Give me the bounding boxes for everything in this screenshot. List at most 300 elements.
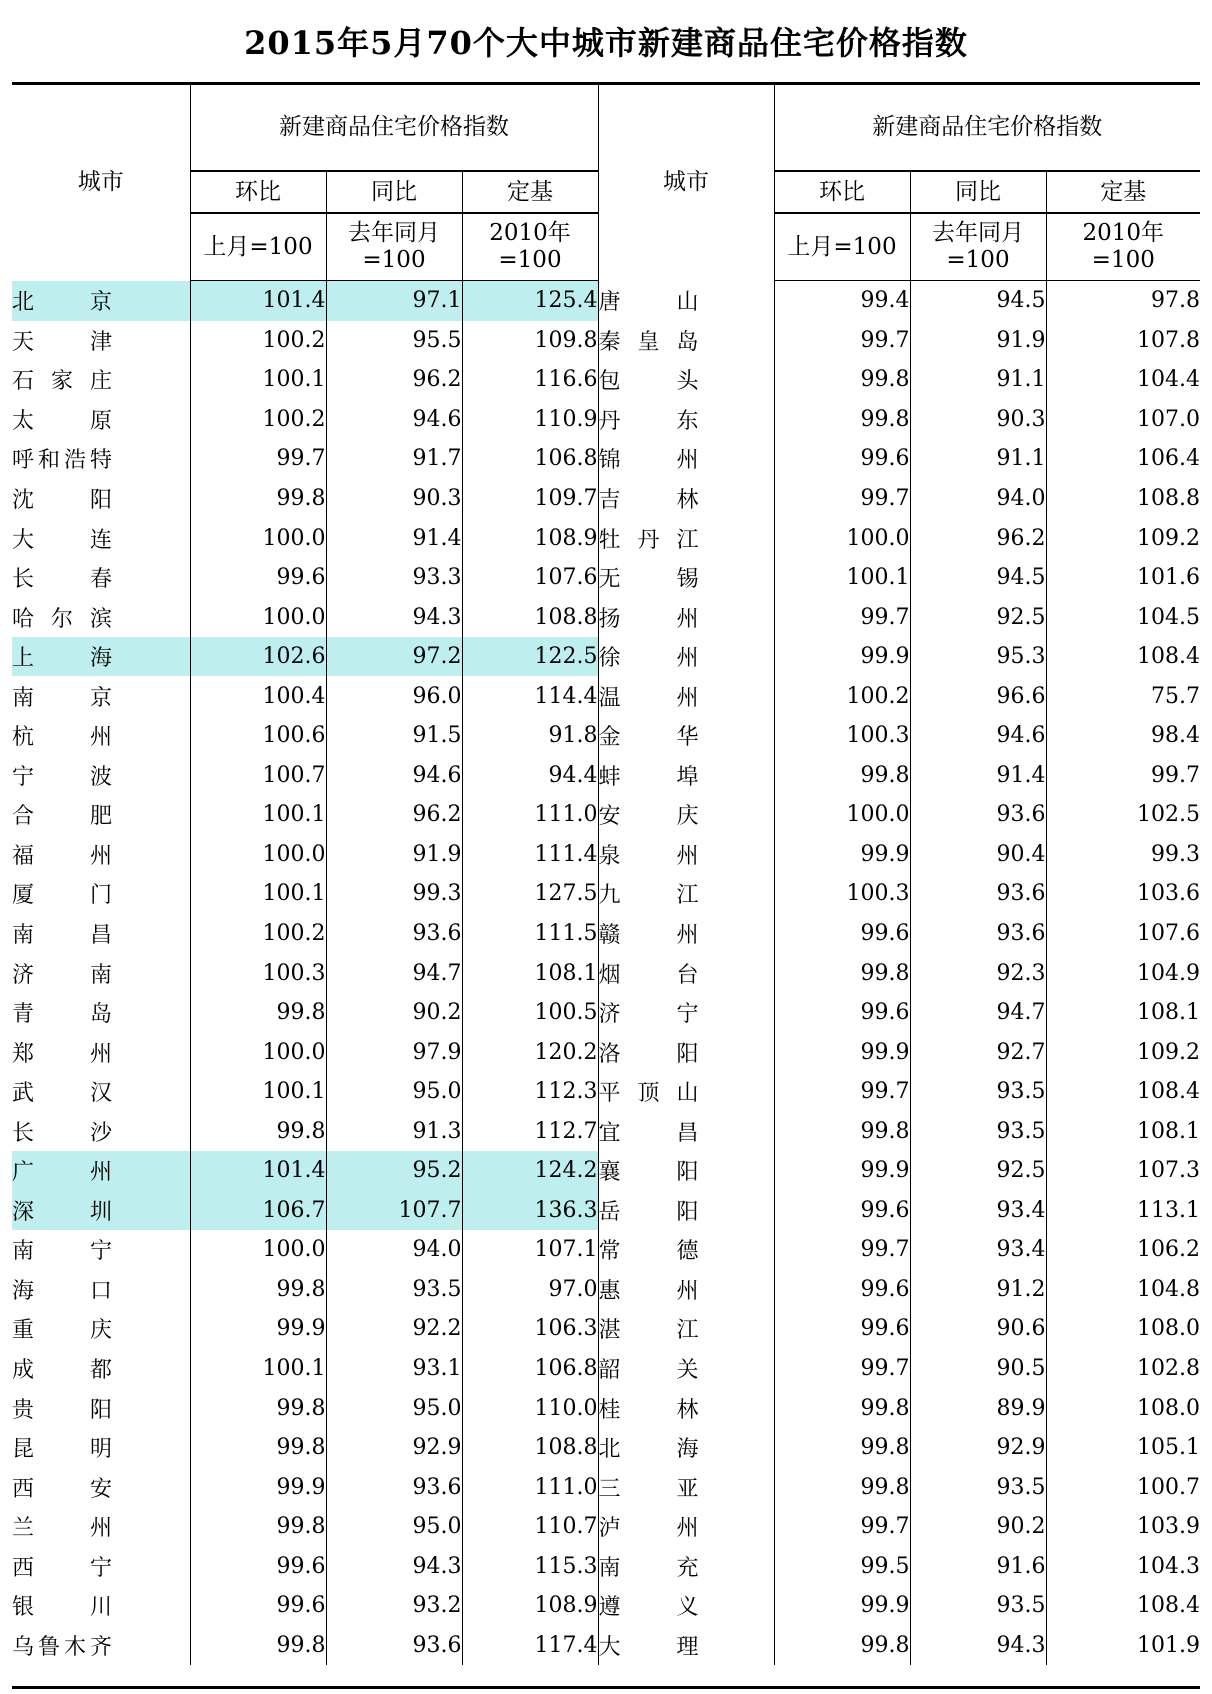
city-name: 贵阳 <box>12 1397 112 1423</box>
left-dj-value: 122.5 <box>462 637 598 677</box>
right-city <box>598 756 774 796</box>
left-tb-value: 93.1 <box>326 1349 462 1389</box>
right-hb-value: 99.9 <box>774 1151 910 1191</box>
left-tb-value: 95.5 <box>326 321 462 361</box>
right-tb-value: 91.1 <box>910 360 1046 400</box>
city-name: 广州 <box>12 1160 112 1186</box>
left-hb-value: 100.2 <box>190 914 326 954</box>
left-tb-value: 92.9 <box>326 1428 462 1468</box>
left-dj-value: 107.6 <box>462 558 598 598</box>
left-city <box>12 953 190 993</box>
left-tb-value: 99.3 <box>326 874 462 914</box>
table-row <box>12 1191 1200 1231</box>
right-dj-value: 104.3 <box>1046 1547 1200 1587</box>
left-hb-value: 100.1 <box>190 1349 326 1389</box>
right-city <box>598 479 774 519</box>
right-city <box>598 1151 774 1191</box>
left-dj-value: 110.9 <box>462 400 598 440</box>
city-name: 厦门 <box>12 883 112 909</box>
left-tb-value: 97.9 <box>326 1032 462 1072</box>
left-city <box>12 558 190 598</box>
table-row <box>12 756 1200 796</box>
table-row <box>12 1586 1200 1626</box>
left-city <box>12 914 190 954</box>
city-name: 上海 <box>12 646 112 672</box>
city-name: 蚌埠 <box>598 764 699 790</box>
right-city <box>598 1507 774 1547</box>
left-hb-value: 100.4 <box>190 676 326 716</box>
right-tb-value: 96.6 <box>910 676 1046 716</box>
right-dj-value: 104.4 <box>1046 360 1200 400</box>
left-hb-value: 100.7 <box>190 756 326 796</box>
right-hb-value: 99.4 <box>774 281 910 321</box>
city-name: 无锡 <box>598 567 699 593</box>
left-tb-value: 91.4 <box>326 518 462 558</box>
right-dj-value: 101.9 <box>1046 1626 1200 1666</box>
left-dj-value: 125.4 <box>462 281 598 321</box>
city-name: 呼和浩特 <box>12 448 112 474</box>
left-dj-value: 109.7 <box>462 479 598 519</box>
left-col-tb: 同比 <box>326 171 462 213</box>
table-row <box>12 637 1200 677</box>
right-dj-value: 106.2 <box>1046 1230 1200 1270</box>
right-hb-value: 100.3 <box>774 716 910 756</box>
right-city <box>598 835 774 875</box>
right-hb-value: 99.6 <box>774 993 910 1033</box>
left-city <box>12 1467 190 1507</box>
table-row <box>12 1428 1200 1468</box>
city-name: 南充 <box>598 1555 699 1581</box>
city-name: 济宁 <box>598 1002 699 1028</box>
right-city <box>598 795 774 835</box>
right-hb-value: 99.8 <box>774 1467 910 1507</box>
left-dj-value: 94.4 <box>462 756 598 796</box>
right-col-dj: 定基 <box>1046 171 1200 213</box>
city-name: 牡丹江 <box>598 527 699 553</box>
right-hb-value: 100.2 <box>774 676 910 716</box>
left-tb-value: 93.5 <box>326 1270 462 1310</box>
left-city <box>12 1230 190 1270</box>
table-row <box>12 1507 1200 1547</box>
left-tb-value: 96.0 <box>326 676 462 716</box>
left-dj-value: 109.8 <box>462 321 598 361</box>
right-city <box>598 1230 774 1270</box>
left-tb-value: 93.6 <box>326 1626 462 1666</box>
city-name: 昆明 <box>12 1437 112 1463</box>
city-name: 平顶山 <box>598 1081 699 1107</box>
left-city <box>12 1586 190 1626</box>
right-city <box>598 1111 774 1151</box>
table-row <box>12 281 1200 321</box>
left-dj-value: 91.8 <box>462 716 598 756</box>
city-name: 温州 <box>598 685 699 711</box>
table-row <box>12 597 1200 637</box>
right-dj-value: 108.4 <box>1046 637 1200 677</box>
right-tb-value: 90.3 <box>910 400 1046 440</box>
price-index-table <box>12 84 1200 1665</box>
right-dj-value: 101.6 <box>1046 558 1200 598</box>
city-name: 石家庄 <box>12 369 112 395</box>
left-hb-value: 100.2 <box>190 400 326 440</box>
left-city <box>12 1270 190 1310</box>
table-row <box>12 1349 1200 1389</box>
right-dj-value: 100.7 <box>1046 1467 1200 1507</box>
right-city <box>598 518 774 558</box>
city-name: 青岛 <box>12 1002 112 1028</box>
right-dj-value: 107.3 <box>1046 1151 1200 1191</box>
right-tb-value: 91.1 <box>910 439 1046 479</box>
table-row <box>12 795 1200 835</box>
right-tb-value: 90.4 <box>910 835 1046 875</box>
right-city <box>598 953 774 993</box>
right-dj-value: 99.7 <box>1046 756 1200 796</box>
table-row <box>12 676 1200 716</box>
right-city <box>598 439 774 479</box>
city-name: 丹东 <box>598 408 699 434</box>
table-row <box>12 874 1200 914</box>
right-dj-value: 103.9 <box>1046 1507 1200 1547</box>
right-tb-value: 93.6 <box>910 795 1046 835</box>
right-tb-value: 94.0 <box>910 479 1046 519</box>
right-tb-value: 93.4 <box>910 1191 1046 1231</box>
table-row <box>12 1547 1200 1587</box>
city-name: 杭州 <box>12 725 112 751</box>
city-name: 包头 <box>598 369 699 395</box>
table-bottom-rule <box>12 1686 1200 1689</box>
left-city <box>12 874 190 914</box>
right-dj-value: 102.8 <box>1046 1349 1200 1389</box>
left-hb-value: 100.1 <box>190 360 326 400</box>
right-tb-value: 90.5 <box>910 1349 1046 1389</box>
city-name: 长沙 <box>12 1120 112 1146</box>
right-sub-tb: 去年同月 =100 <box>910 213 1046 281</box>
left-city <box>12 1349 190 1389</box>
left-hb-value: 99.8 <box>190 1270 326 1310</box>
right-city <box>598 321 774 361</box>
right-hb-value: 99.9 <box>774 835 910 875</box>
right-dj-value: 109.2 <box>1046 1032 1200 1072</box>
city-name: 唐山 <box>598 290 699 316</box>
right-city <box>598 597 774 637</box>
right-dj-value: 108.4 <box>1046 1586 1200 1626</box>
city-name: 桂林 <box>598 1397 699 1423</box>
left-dj-value: 97.0 <box>462 1270 598 1310</box>
right-city <box>598 1270 774 1310</box>
left-city <box>12 400 190 440</box>
right-tb-value: 96.2 <box>910 518 1046 558</box>
left-hb-value: 100.6 <box>190 716 326 756</box>
left-city <box>12 1547 190 1587</box>
right-tb-value: 93.5 <box>910 1111 1046 1151</box>
right-dj-value: 109.2 <box>1046 518 1200 558</box>
left-tb-value: 90.3 <box>326 479 462 519</box>
right-city <box>598 1388 774 1428</box>
left-city <box>12 1626 190 1666</box>
right-sub-dj: 2010年 =100 <box>1046 213 1200 281</box>
right-tb-value: 93.6 <box>910 874 1046 914</box>
city-name: 长春 <box>12 567 112 593</box>
left-group-header: 新建商品住宅价格指数 <box>190 84 598 171</box>
city-name: 常德 <box>598 1239 699 1265</box>
right-dj-value: 107.8 <box>1046 321 1200 361</box>
right-city <box>598 1428 774 1468</box>
left-tb-value: 93.6 <box>326 1467 462 1507</box>
left-hb-value: 99.8 <box>190 1428 326 1468</box>
left-tb-value: 94.6 <box>326 400 462 440</box>
city-name: 哈尔滨 <box>12 606 112 632</box>
left-dj-value: 108.9 <box>462 1586 598 1626</box>
city-name: 襄阳 <box>598 1160 699 1186</box>
left-dj-value: 116.6 <box>462 360 598 400</box>
left-hb-value: 101.4 <box>190 1151 326 1191</box>
city-name: 西安 <box>12 1476 112 1502</box>
left-tb-value: 97.2 <box>326 637 462 677</box>
right-group-header: 新建商品住宅价格指数 <box>774 84 1200 171</box>
left-city <box>12 597 190 637</box>
left-dj-value: 117.4 <box>462 1626 598 1666</box>
left-city <box>12 1309 190 1349</box>
right-hb-value: 99.7 <box>774 479 910 519</box>
right-city <box>598 281 774 321</box>
right-dj-value: 113.1 <box>1046 1191 1200 1231</box>
city-name: 沈阳 <box>12 488 112 513</box>
left-city <box>12 795 190 835</box>
left-hb-value: 99.9 <box>190 1309 326 1349</box>
left-dj-value: 115.3 <box>462 1547 598 1587</box>
table-row <box>12 360 1200 400</box>
city-name: 赣州 <box>598 923 699 949</box>
city-name: 北京 <box>12 290 112 316</box>
city-name: 安庆 <box>598 804 699 830</box>
right-dj-value: 97.8 <box>1046 281 1200 321</box>
right-city <box>598 1467 774 1507</box>
left-tb-value: 92.2 <box>326 1309 462 1349</box>
left-city <box>12 1388 190 1428</box>
right-hb-value: 99.6 <box>774 914 910 954</box>
table-row <box>12 439 1200 479</box>
city-name: 泸州 <box>598 1516 699 1542</box>
left-tb-value: 94.6 <box>326 756 462 796</box>
left-tb-value: 91.5 <box>326 716 462 756</box>
left-hb-value: 100.0 <box>190 1032 326 1072</box>
right-city <box>598 716 774 756</box>
left-tb-value: 93.3 <box>326 558 462 598</box>
city-name: 太原 <box>12 408 112 434</box>
left-dj-value: 111.0 <box>462 1467 598 1507</box>
left-dj-value: 106.3 <box>462 1309 598 1349</box>
left-dj-value: 108.1 <box>462 953 598 993</box>
table-row <box>12 993 1200 1033</box>
left-dj-value: 120.2 <box>462 1032 598 1072</box>
left-hb-value: 99.8 <box>190 479 326 519</box>
left-tb-value: 94.7 <box>326 953 462 993</box>
city-name: 深圳 <box>12 1199 112 1225</box>
left-hb-value: 100.1 <box>190 795 326 835</box>
city-name: 天津 <box>12 329 112 355</box>
right-city <box>598 1349 774 1389</box>
city-name: 济南 <box>12 962 112 988</box>
left-hb-value: 101.4 <box>190 281 326 321</box>
left-city <box>12 281 190 321</box>
left-hb-value: 99.6 <box>190 1586 326 1626</box>
right-dj-value: 102.5 <box>1046 795 1200 835</box>
left-hb-value: 99.8 <box>190 1507 326 1547</box>
right-tb-value: 92.7 <box>910 1032 1046 1072</box>
right-city <box>598 637 774 677</box>
city-name: 南宁 <box>12 1239 112 1265</box>
left-dj-value: 112.7 <box>462 1111 598 1151</box>
city-name: 大连 <box>12 527 112 553</box>
city-name: 大理 <box>598 1634 699 1660</box>
right-hb-value: 99.9 <box>774 1032 910 1072</box>
right-hb-value: 99.8 <box>774 1626 910 1666</box>
page-title: 2015年5月70个大中城市新建商品住宅价格指数 <box>244 24 968 62</box>
left-tb-value: 91.9 <box>326 835 462 875</box>
right-hb-value: 100.0 <box>774 795 910 835</box>
left-city <box>12 1507 190 1547</box>
right-tb-value: 90.2 <box>910 1507 1046 1547</box>
city-name: 扬州 <box>598 606 699 632</box>
right-dj-value: 108.8 <box>1046 479 1200 519</box>
left-city <box>12 360 190 400</box>
right-city <box>598 1032 774 1072</box>
right-city-header: 城市 <box>598 84 774 281</box>
left-tb-value: 107.7 <box>326 1191 462 1231</box>
left-tb-value: 94.3 <box>326 597 462 637</box>
right-tb-value: 92.5 <box>910 1151 1046 1191</box>
right-city <box>598 400 774 440</box>
left-city <box>12 993 190 1033</box>
left-hb-value: 100.0 <box>190 835 326 875</box>
right-hb-value: 99.6 <box>774 1309 910 1349</box>
left-city <box>12 1191 190 1231</box>
left-hb-value: 100.1 <box>190 874 326 914</box>
left-hb-value: 99.8 <box>190 1388 326 1428</box>
left-dj-value: 107.1 <box>462 1230 598 1270</box>
left-city <box>12 1032 190 1072</box>
left-dj-value: 108.8 <box>462 1428 598 1468</box>
right-tb-value: 91.9 <box>910 321 1046 361</box>
right-city <box>598 1626 774 1666</box>
city-name: 湛江 <box>598 1318 699 1344</box>
left-dj-value: 108.9 <box>462 518 598 558</box>
table-row <box>12 914 1200 954</box>
right-tb-value: 91.4 <box>910 756 1046 796</box>
left-city <box>12 321 190 361</box>
right-tb-value: 93.5 <box>910 1072 1046 1112</box>
right-tb-value: 91.6 <box>910 1547 1046 1587</box>
right-dj-value: 107.6 <box>1046 914 1200 954</box>
left-dj-value: 110.0 <box>462 1388 598 1428</box>
left-sub-tb: 去年同月 =100 <box>326 213 462 281</box>
right-tb-value: 95.3 <box>910 637 1046 677</box>
city-name: 烟台 <box>598 962 699 988</box>
right-tb-value: 92.5 <box>910 597 1046 637</box>
table-row <box>12 518 1200 558</box>
left-hb-value: 100.0 <box>190 518 326 558</box>
left-dj-value: 111.5 <box>462 914 598 954</box>
city-name: 乌鲁木齐 <box>12 1634 112 1660</box>
left-sub-dj: 2010年 =100 <box>462 213 598 281</box>
city-name: 金华 <box>598 725 699 751</box>
city-name: 泉州 <box>598 843 699 869</box>
right-hb-value: 99.8 <box>774 953 910 993</box>
table-row <box>12 1626 1200 1666</box>
left-dj-value: 111.0 <box>462 795 598 835</box>
left-hb-value: 100.1 <box>190 1072 326 1112</box>
right-tb-value: 93.5 <box>910 1467 1046 1507</box>
right-sub-hb: 上月=100 <box>774 213 910 281</box>
left-dj-value: 106.8 <box>462 1349 598 1389</box>
right-dj-value: 108.1 <box>1046 1111 1200 1151</box>
right-col-hb: 环比 <box>774 171 910 213</box>
city-name: 宁波 <box>12 764 112 790</box>
left-city <box>12 439 190 479</box>
city-name: 洛阳 <box>598 1041 699 1067</box>
right-city <box>598 914 774 954</box>
left-dj-value: 136.3 <box>462 1191 598 1231</box>
right-hb-value: 99.7 <box>774 1507 910 1547</box>
left-hb-value: 99.6 <box>190 1547 326 1587</box>
left-dj-value: 106.8 <box>462 439 598 479</box>
left-dj-value: 114.4 <box>462 676 598 716</box>
right-city <box>598 676 774 716</box>
right-dj-value: 108.4 <box>1046 1072 1200 1112</box>
left-sub-hb: 上月=100 <box>190 213 326 281</box>
left-tb-value: 96.2 <box>326 360 462 400</box>
city-name: 锦州 <box>598 448 699 474</box>
right-tb-value: 94.6 <box>910 716 1046 756</box>
right-city <box>598 1191 774 1231</box>
left-tb-value: 91.7 <box>326 439 462 479</box>
left-city <box>12 756 190 796</box>
right-tb-value: 91.2 <box>910 1270 1046 1310</box>
table-row <box>12 1467 1200 1507</box>
left-hb-value: 99.8 <box>190 1626 326 1666</box>
left-city <box>12 1428 190 1468</box>
right-tb-value: 93.6 <box>910 914 1046 954</box>
right-tb-value: 89.9 <box>910 1388 1046 1428</box>
right-dj-value: 99.3 <box>1046 835 1200 875</box>
left-city-header: 城市 <box>77 168 124 195</box>
right-tb-value: 90.6 <box>910 1309 1046 1349</box>
left-tb-value: 95.0 <box>326 1507 462 1547</box>
right-hb-value: 99.7 <box>774 1072 910 1112</box>
left-dj-value: 124.2 <box>462 1151 598 1191</box>
right-hb-value: 100.0 <box>774 518 910 558</box>
table-row <box>12 1230 1200 1270</box>
city-name: 福州 <box>12 843 112 869</box>
right-dj-value: 98.4 <box>1046 716 1200 756</box>
right-city <box>598 1547 774 1587</box>
left-dj-value: 108.8 <box>462 597 598 637</box>
left-hb-value: 100.0 <box>190 1230 326 1270</box>
left-hb-value: 100.0 <box>190 597 326 637</box>
city-name: 银川 <box>12 1595 112 1621</box>
city-name: 重庆 <box>12 1318 112 1344</box>
left-city <box>12 1151 190 1191</box>
table-row <box>12 400 1200 440</box>
right-dj-value: 104.5 <box>1046 597 1200 637</box>
table-row <box>12 1270 1200 1310</box>
left-tb-value: 93.2 <box>326 1586 462 1626</box>
left-tb-value: 94.3 <box>326 1547 462 1587</box>
right-dj-value: 103.6 <box>1046 874 1200 914</box>
right-hb-value: 100.3 <box>774 874 910 914</box>
right-hb-value: 99.6 <box>774 439 910 479</box>
left-hb-value: 100.3 <box>190 953 326 993</box>
table-row <box>12 1111 1200 1151</box>
